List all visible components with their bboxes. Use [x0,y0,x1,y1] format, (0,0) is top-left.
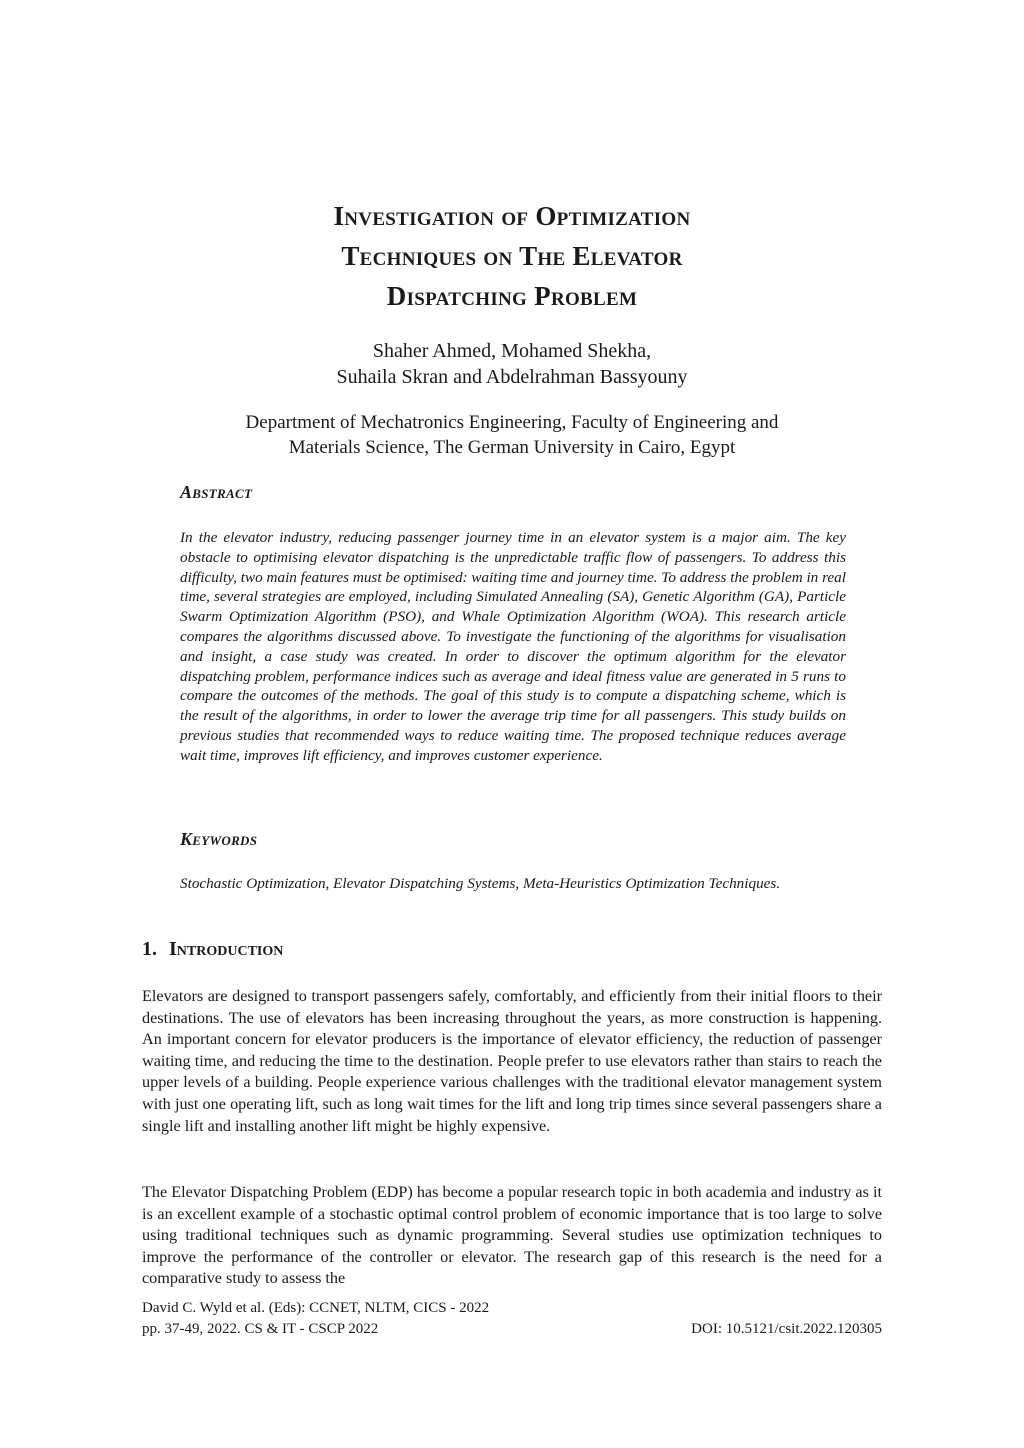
authors-line-2: Suhaila Skran and Abdelrahman Bassyouny [336,366,688,388]
keywords-heading: Keywords [180,829,258,849]
intro-paragraph-2: The Elevator Dispatching Problem (EDP) has become a popular research topic in both academia and industry as it is an excellent example of a stochastic optimal control problem of economic importance that is too large to solve using traditional techniques such as dynamic programming. Several studies use optimization techniques to improve the performance of the controller or elevator. The research gap of this research is the need for a comparative study to assess the [142,1183,882,1288]
section-title: Introduction [169,938,284,960]
abstract-heading: Abstract [180,482,253,502]
footer-editors: David C. Wyld et al. (Eds): CCNET, NLTM, CICS - 2022 [142,1300,490,1316]
author-list [0,338,1024,390]
title-line-1: Investigation of Optimization [333,201,691,231]
abstract-body: In the elevator industry, reducing passenger journey time in an elevator system is a major aim. The key obstacle to optimising elevator dispatching is the unpredictable traffic flow of passengers. To address this difficulty, two main features must be optimised: waiting time and journey time. To address the problem in real time, several strategies are employed, including Simulated Annealing (SA), Genetic Algorithm (GA), Particle Swarm Optimization Algorithm (PSO), and Whale Optimization Algorithm (WOA). This research article compares the algorithms discussed above. To investigate the functioning of the algorithms for visualisation and insight, a case study was created. In order to discover the optimum algorithm for the elevator dispatching problem, performance indices such as average and ideal fitness value are generated in 5 runs to compare the outcomes of the methods. The goal of this study is to compute a dispatching scheme, which is the result of the algorithms, in order to lower the average trip time for all passengers. This study builds on previous studies that recommended ways to reduce waiting time. The proposed technique reduces average wait time, improves lift efficiency, and improves customer experience. [180,529,846,764]
title-line-2: Techniques on The Elevator [341,241,683,271]
introduction-heading [142,938,283,961]
authors-line-1: Shaher Ahmed, Mohamed Shekha, [372,340,652,362]
paper-title [0,196,1024,316]
affiliation-line-1: Department of Mechatronics Engineering, Faculty of Engineering and [245,412,779,433]
affiliation [0,410,1024,460]
footer-doi: DOI: 10.5121/csit.2022.120305 [691,1321,882,1337]
affiliation-line-2: Materials Science, The German University in Cairo, Egypt [288,437,736,458]
intro-paragraph-1: Elevators are designed to transport passengers safely, comfortably, and efficiently from their initial floors to their destinations. The use of elevators has been increasing throughout the years, as more construction is happening. An important concern for elevator producers is the importance of elevator efficiency, the reduction of passenger waiting time, and reducing the time to the destination. People prefer to use elevators rather than stairs to reach the upper levels of a building. People experience various challenges with the traditional elevator management system with just one operating lift, such as long wait times for the lift and long trip times since several passengers share a single lift and installing another lift might be highly expensive. [142,987,882,1135]
keywords-body: Stochastic Optimization, Elevator Dispatching Systems, Meta-Heuristics Optimization Techniques. [180,875,781,892]
title-line-3: Dispatching Problem [386,281,638,311]
section-number: 1. [142,938,157,960]
footer-publication [142,1319,882,1339]
footer-pages: pp. 37-49, 2022. CS & IT - CSCP 2022 [142,1321,379,1337]
